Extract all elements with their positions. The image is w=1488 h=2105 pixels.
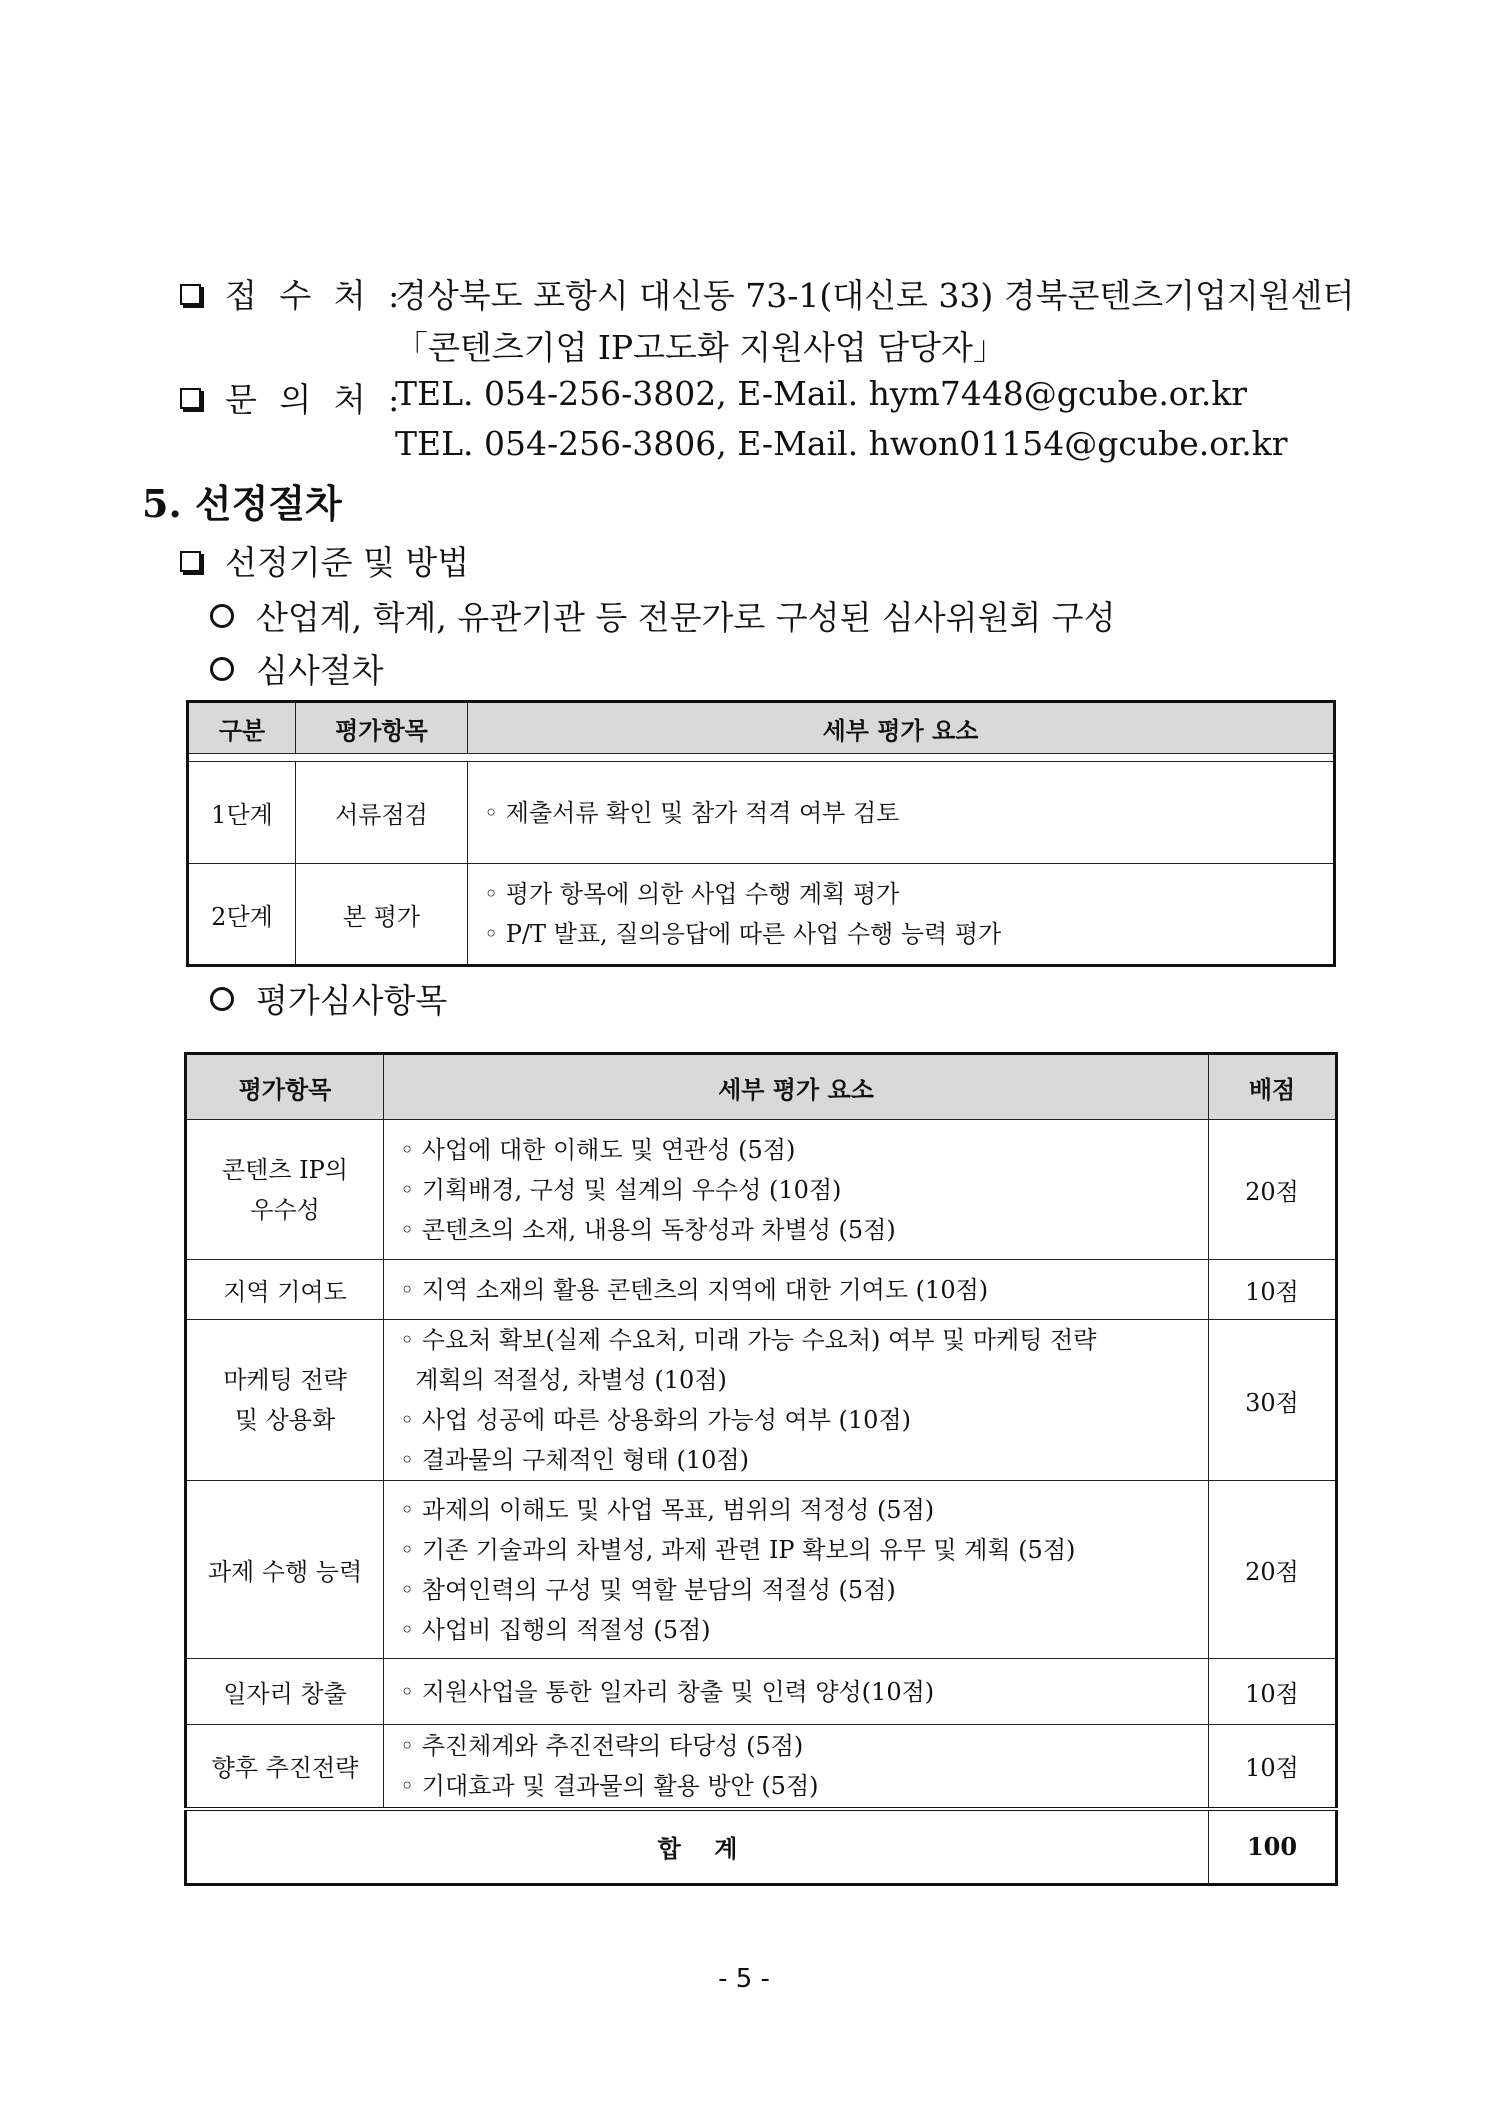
checkbox-square-icon — [180, 551, 201, 572]
table-row — [186, 1120, 1337, 1260]
header-details: 세부 평가 요소 — [384, 1054, 1209, 1120]
table-row — [186, 1320, 1337, 1481]
inquiry-line1: TEL. 054-256-3802, E-Mail. hym7448@gcube.or.kr — [395, 374, 1248, 413]
circle-bullet-icon — [210, 604, 234, 628]
score-cell: 10점 — [1209, 1260, 1337, 1320]
bullet-committee — [210, 592, 1115, 639]
criteria-row — [180, 537, 469, 584]
score-cell: 10점 — [1209, 1725, 1337, 1809]
table-row — [186, 1725, 1337, 1809]
detail-line: ◦ 평가 항목에 의한 사업 수행 계획 평가 — [484, 880, 900, 908]
header-stage: 구분 — [188, 702, 296, 754]
score-cell: 20점 — [1209, 1120, 1337, 1260]
header-details: 세부 평가 요소 — [468, 702, 1335, 754]
details-cell — [384, 1481, 1209, 1659]
table-row — [188, 864, 1335, 966]
table-header-row — [186, 1054, 1337, 1120]
inquiry-row — [180, 374, 405, 421]
detail-line: ◦ 기존 기술과의 차별성, 과제 관련 IP 확보의 유무 및 계획 (5점) — [400, 1535, 1076, 1564]
circle-bullet-icon — [210, 657, 234, 681]
score-cell: 10점 — [1209, 1659, 1337, 1725]
item-cell: 서류점검 — [296, 762, 468, 864]
item-cell: 과제 수행 능력 — [186, 1481, 384, 1659]
inquiry-label: 문 의 처 : — [225, 380, 406, 419]
criteria-title: 선정기준 및 방법 — [225, 543, 470, 582]
stage-cell: 2단계 — [188, 864, 296, 966]
detail-line: 계획의 적절성, 차별성 (10점) — [400, 1366, 727, 1394]
table-row — [186, 1260, 1337, 1320]
detail-line: ◦ 지역 소재의 활용 콘텐츠의 지역에 대한 기여도 (10점) — [400, 1275, 989, 1304]
details-cell — [468, 762, 1335, 864]
reception-line1: 경상북도 포항시 대신동 73-1(대신로 33) 경북콘텐츠기업지원센터 — [395, 276, 1355, 315]
item-cell — [186, 1320, 384, 1481]
item-line: 우수성 — [250, 1195, 320, 1224]
detail-line: ◦ 제출서류 확인 및 참가 적격 여부 검토 — [484, 798, 900, 827]
item-cell: 지역 기여도 — [186, 1260, 384, 1320]
details-cell — [384, 1320, 1209, 1481]
header-score: 배점 — [1209, 1054, 1337, 1120]
bullet-procedure-text: 심사절차 — [256, 651, 384, 690]
item-line: 및 상용화 — [234, 1406, 336, 1434]
detail-line: ◦ 참여인력의 구성 및 역할 분담의 적절성 (5점) — [400, 1575, 896, 1604]
checkbox-square-icon — [180, 388, 201, 409]
bullet-eval-text: 평가심사항목 — [256, 981, 448, 1020]
detail-line: ◦ 지원사업을 통한 일자리 창출 및 인력 양성(10점) — [400, 1677, 935, 1706]
details-cell — [384, 1725, 1209, 1809]
detail-line: ◦ 결과물의 구체적인 형태 (10점) — [400, 1446, 749, 1474]
total-label: 합 계 — [186, 1809, 1209, 1885]
reception-label: 접 수 처 : — [225, 276, 406, 315]
score-cell: 20점 — [1209, 1481, 1337, 1659]
item-cell — [186, 1120, 384, 1260]
detail-line: ◦ P/T 발표, 질의응답에 따른 사업 수행 능력 평가 — [484, 920, 1002, 948]
table-row — [186, 1659, 1337, 1725]
inquiry-line2: TEL. 054-256-3806, E-Mail. hwon01154@gcube.or.kr — [395, 424, 1288, 463]
bullet-committee-text: 산업계, 학계, 유관기관 등 전문가로 구성된 심사위원회 구성 — [256, 598, 1116, 637]
details-cell — [468, 864, 1335, 966]
detail-line: ◦ 사업에 대한 이해도 및 연관성 (5점) — [400, 1135, 796, 1164]
table-row — [186, 1481, 1337, 1659]
detail-line: ◦ 사업 성공에 따른 상용화의 가능성 여부 (10점) — [400, 1406, 911, 1434]
reception-row — [180, 270, 405, 317]
table-row — [188, 762, 1335, 864]
item-cell: 본 평가 — [296, 864, 468, 966]
checkbox-square-icon — [180, 284, 201, 305]
section-heading: 5. 선정절차 — [142, 481, 342, 526]
detail-line: ◦ 기획배경, 구성 및 설계의 우수성 (10점) — [400, 1175, 842, 1204]
score-cell: 30점 — [1209, 1320, 1337, 1481]
circle-bullet-icon — [210, 987, 234, 1011]
detail-line: ◦ 사업비 집행의 적절성 (5점) — [400, 1615, 711, 1644]
total-row — [186, 1809, 1337, 1885]
evaluation-table — [184, 1052, 1338, 1886]
item-cell: 향후 추진전략 — [186, 1725, 384, 1809]
header-item: 평가항목 — [296, 702, 468, 754]
detail-line: ◦ 수요처 확보(실제 수요처, 미래 가능 수요처) 여부 및 마케팅 전략 — [400, 1326, 1097, 1354]
item-line: 콘텐츠 IP의 — [222, 1155, 348, 1184]
details-cell — [384, 1120, 1209, 1260]
detail-line: ◦ 기대효과 및 결과물의 활용 방안 (5점) — [400, 1771, 819, 1800]
detail-line: ◦ 추진체계와 추진전략의 타당성 (5점) — [400, 1731, 804, 1760]
header-item: 평가항목 — [186, 1054, 384, 1120]
total-value: 100 — [1209, 1809, 1337, 1885]
stage-cell: 1단계 — [188, 762, 296, 864]
details-cell — [384, 1659, 1209, 1725]
details-cell — [384, 1260, 1209, 1320]
bullet-eval-items — [210, 975, 447, 1022]
procedure-table — [186, 700, 1336, 967]
detail-line: ◦ 콘텐츠의 소재, 내용의 독창성과 차별성 (5점) — [400, 1215, 896, 1244]
item-line: 마케팅 전략 — [223, 1366, 347, 1394]
table-header-row — [188, 702, 1335, 754]
detail-line: ◦ 과제의 이해도 및 사업 목표, 범위의 적정성 (5점) — [400, 1495, 935, 1524]
bullet-procedure — [210, 645, 384, 692]
reception-line2: 「콘텐츠기업 IP고도화 지원사업 담당자」 — [395, 328, 1006, 367]
item-cell: 일자리 창출 — [186, 1659, 384, 1725]
page-number: - 5 - — [718, 1964, 770, 1994]
